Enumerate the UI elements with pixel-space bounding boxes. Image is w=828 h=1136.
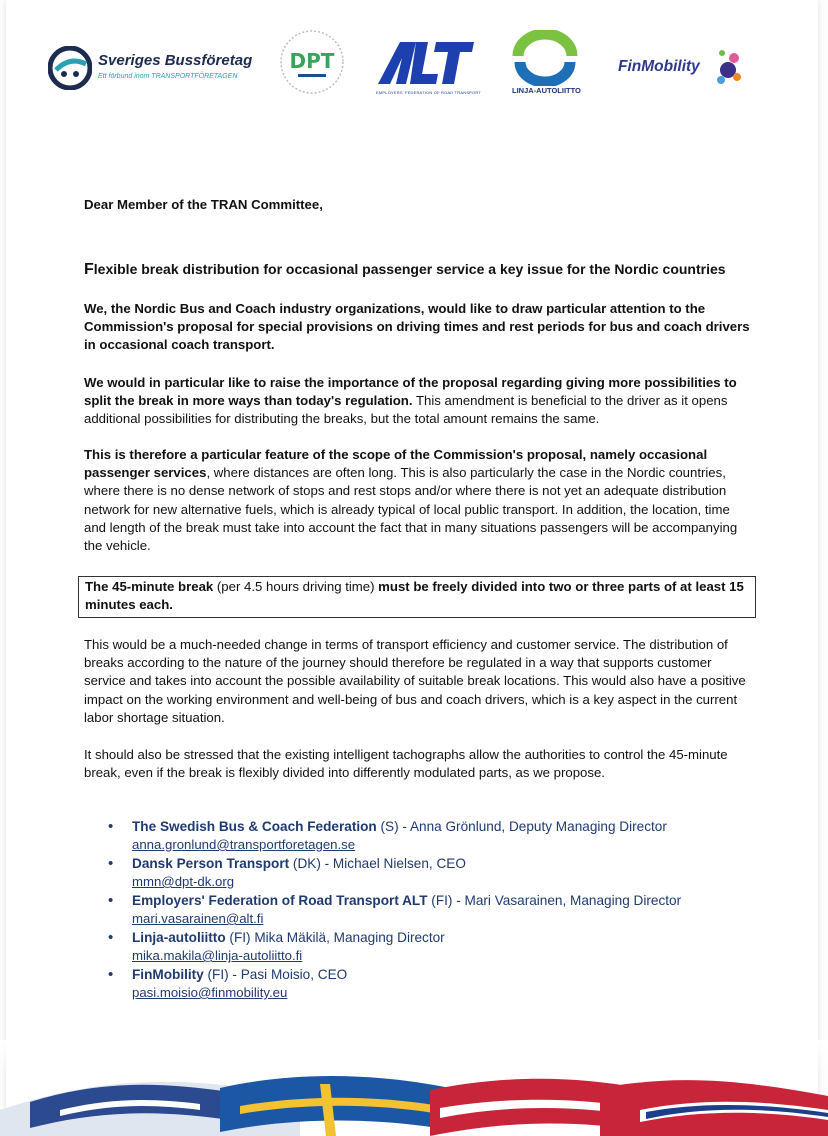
signatory-organization: Dansk Person Transport	[132, 856, 290, 871]
dpt-emblem-icon	[278, 28, 346, 96]
dpt-logo-text: DPT	[289, 49, 335, 73]
paragraph-split-break	[84, 374, 754, 429]
signatory-organization: FinMobility	[132, 967, 204, 982]
heading-initial: F	[84, 261, 94, 278]
sveriges-logo-subtitle: Ett förbund inom TRANSPORTFÖRETAGEN	[98, 73, 238, 80]
signatory-detail: (FI) Mika Mäkilä, Managing Director	[225, 930, 445, 945]
signatory-organization: The Swedish Bus & Coach Federation	[132, 819, 377, 834]
signatory-list	[108, 818, 788, 1003]
paragraph-scope	[84, 446, 754, 555]
signatory-email-link[interactable]: anna.gronlund@transportforetagen.se	[132, 837, 356, 852]
list-item	[108, 966, 788, 1002]
list-item	[108, 892, 788, 928]
alt-emblem-icon	[376, 38, 476, 88]
signatory-detail: (FI) - Pasi Moisio, CEO	[203, 967, 348, 982]
molecule-icon	[710, 46, 742, 86]
linja-logo-tagline: LINJA-AUTOLIITTO	[512, 86, 581, 95]
signatory-email-link[interactable]: mmn@dpt-dk.org	[132, 874, 235, 889]
finmobility-logo-name: FinMobility	[618, 58, 700, 75]
paragraph-benefits: This would be a much-needed change in terms of transport efficiency and customer service. The distribution of breaks according to the nature of the journey should therefore be regulated in a way that supports customer service and takes into account the possible availability of suitable break locations. This would also have a positive impact on the working environment and well-being of bus and coach drivers, which is a key aspect in the current labor shortage situation.	[84, 637, 746, 725]
paragraph-split-break-bold: We would in particular like to raise the importance of the proposal regarding giving more possibilities to split the break in more ways than today's regulation.	[84, 375, 737, 409]
linja-autoliitto-logo	[510, 30, 580, 96]
demand-bold-end: must be freely divided into two or three parts of at least 15 minutes each.	[85, 579, 744, 613]
paragraph-split-break-text: This amendment is beneficial to the driver as it opens additional possibilities for distributing the breaks, but the total amount remains the same.	[84, 393, 728, 427]
alt-logo-tagline: EMPLOYERS' FEDERATION OF ROAD TRANSPORT	[376, 90, 482, 95]
bus-emblem-icon	[48, 46, 92, 90]
signatory-email-link[interactable]: mari.vasarainen@alt.fi	[132, 911, 264, 926]
paragraph-scope-text: , where distances are often long. This is also particularly the case in the Nordic countries, where there is no dense network of stops and rest stops and/or where there is not yet an adequate distribution network for new alternative fuels, which is already typical of local public transport. In addition, the location, time and length of the break must take into account the fact that in many situations passengers will be accompanying the vehicle.	[84, 465, 738, 554]
paragraph-scope-bold: This is therefore a particular feature of the scope of the Commission's proposal, namely occasional passenger services	[84, 447, 708, 481]
demand-plain: (per 4.5 hours driving time)	[213, 579, 379, 594]
signatory-email-link[interactable]: pasi.moisio@finmobility.eu	[132, 985, 288, 1000]
sveriges-logo-name: Sveriges Bussföretag	[98, 52, 253, 69]
nordic-flags-band	[0, 1040, 828, 1136]
dpt-logo	[278, 28, 346, 96]
paragraph-intro: We, the Nordic Bus and Coach industry organizations, would like to draw particular attention to the Commission's proposal for special provisions on driving times and rest periods for bus and coach drivers in occasional coach transport.	[84, 301, 750, 353]
finmobility-logo	[618, 44, 748, 94]
alt-logo	[376, 38, 482, 100]
paragraph-tachographs: It should also be stressed that the existing intelligent tachographs allow the authorities to control the 45-minute break, even if the break is flexibly divided into differently modulated parts, as we propose.	[84, 747, 728, 781]
letter-heading	[84, 260, 754, 279]
demand-bold-start: The 45-minute break	[85, 579, 214, 594]
list-item	[108, 818, 788, 854]
signatory-detail: (S) - Anna Grönlund, Deputy Managing Director	[376, 819, 667, 834]
salutation: Dear Member of the TRAN Committee,	[84, 197, 323, 212]
signatory-email-link[interactable]: mika.makila@linja-autoliitto.fi	[132, 948, 303, 963]
list-item	[108, 929, 788, 965]
highlighted-demand-box	[78, 576, 756, 618]
linja-emblem-icon	[510, 30, 580, 86]
list-item	[108, 855, 788, 891]
sveriges-bussforetag-logo	[48, 46, 258, 96]
signatory-detail: (DK) - Michael Nielsen, CEO	[289, 856, 466, 871]
signatory-organization: Employers' Federation of Road Transport ALT	[132, 893, 428, 908]
heading-text: lexible break distribution for occasional passenger service a key issue for the Nordic countries	[93, 261, 726, 277]
logo-bar	[0, 26, 828, 106]
signatory-detail: (FI) - Mari Vasarainen, Managing Director	[427, 893, 682, 908]
signatory-organization: Linja-autoliitto	[132, 930, 226, 945]
